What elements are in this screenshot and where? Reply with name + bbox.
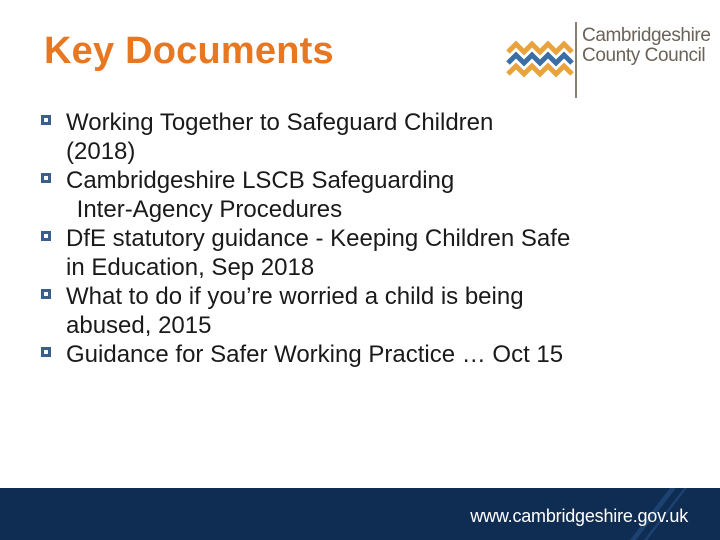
slide-title: Key Documents xyxy=(44,30,334,72)
square-bullet-icon xyxy=(41,347,51,357)
logo-line-1: Cambridgeshire xyxy=(582,25,711,46)
square-bullet-icon xyxy=(41,115,51,125)
list-item-line-2: abused, 2015 xyxy=(66,312,212,339)
list-item xyxy=(40,224,690,282)
list-item xyxy=(40,282,690,340)
logo-line-2: County Council xyxy=(582,45,706,66)
list-item-line-2: (2018) xyxy=(66,138,136,165)
list-item-line-2: in Education, Sep 2018 xyxy=(66,254,315,281)
list-item-line-1: Working Together to Safeguard Children xyxy=(66,109,494,136)
logo-text xyxy=(582,26,711,66)
footer-url: www.cambridgeshire.gov.uk xyxy=(470,506,688,526)
list-item-line-2: Inter-Agency Procedures xyxy=(70,196,343,223)
footer-bar xyxy=(0,488,720,540)
logo-divider xyxy=(575,22,577,98)
document-list xyxy=(40,108,690,369)
wave-logo-icon xyxy=(506,30,574,86)
list-item-line-1: Cambridgeshire LSCB Safeguarding xyxy=(66,167,455,194)
list-item-line-1: Guidance for Safer Working Practice … Oct 15 xyxy=(66,341,564,368)
list-item xyxy=(40,166,690,224)
council-logo xyxy=(506,22,711,100)
square-bullet-icon xyxy=(41,231,51,241)
square-bullet-icon xyxy=(41,173,51,183)
list-item-line-1: DfE statutory guidance - Keeping Children Safe xyxy=(66,225,571,252)
square-bullet-icon xyxy=(41,289,51,299)
list-item-line-1: What to do if you’re worried a child is being xyxy=(66,283,524,310)
list-item xyxy=(40,340,690,369)
list-item xyxy=(40,108,690,166)
